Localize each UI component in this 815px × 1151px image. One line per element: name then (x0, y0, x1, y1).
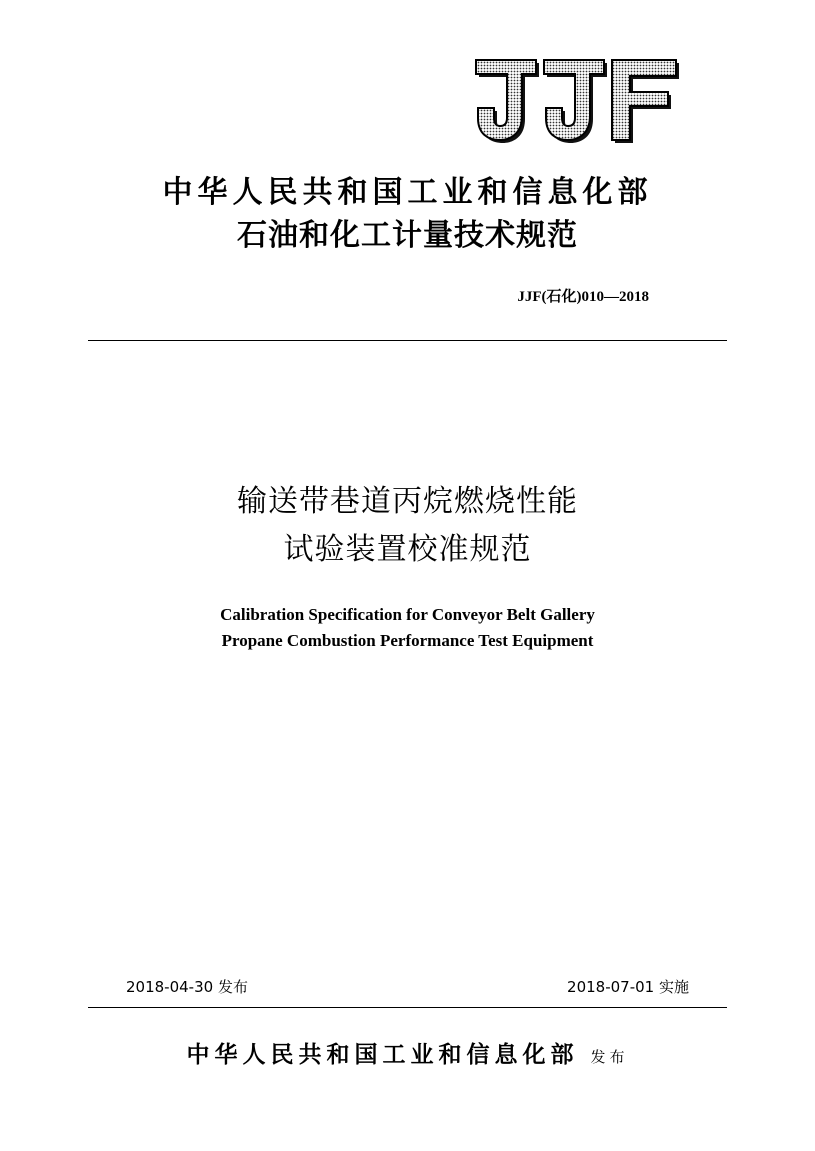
implementation-date: 2018-07-01 实施 (567, 978, 689, 996)
logo-letters (476, 60, 676, 140)
specification-category: 石油和化工计量技术规范 (237, 218, 578, 253)
title-english-line-2: Propane Combustion Performance Test Equipment (221, 631, 594, 650)
document-code: JJF(石化)010—2018 (517, 289, 649, 305)
bottom-divider (88, 1007, 727, 1008)
issue-date: 2018-04-30 发布 (126, 978, 248, 996)
footer-publish-label: 发布 (590, 1048, 629, 1066)
footer-publisher-name: 中华人民共和国工业和信息化部 (186, 1041, 579, 1068)
issuer-name: 中华人民共和国工业和信息化部 (162, 175, 653, 210)
title-chinese-line-1: 输送带巷道丙烷燃烧性能 (237, 484, 578, 519)
jjf-logo (474, 58, 682, 144)
top-divider (88, 340, 727, 341)
title-english-line-1: Calibration Specification for Conveyor Belt Gallery (220, 605, 595, 624)
footer-publisher (0, 1039, 815, 1073)
title-chinese-line-2: 试验装置校准规范 (283, 532, 532, 567)
